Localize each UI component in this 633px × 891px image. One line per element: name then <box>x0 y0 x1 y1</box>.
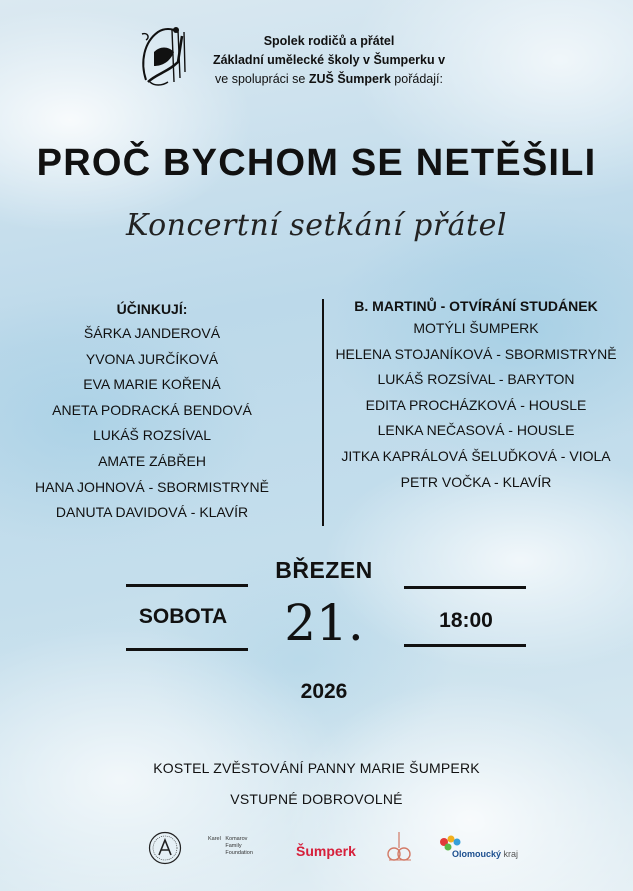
performer-item: HELENA STOJANÍKOVÁ - SBORMISTRYNĚ <box>335 345 617 362</box>
event-entry-fee: VSTUPNÉ DOBROVOLNÉ <box>230 791 403 807</box>
performer-item: LUKÁŠ ROZSÍVAL - BARYTON <box>377 371 575 388</box>
performers-heading: ÚČINKUJÍ: <box>116 301 188 317</box>
date-rule-top-left <box>126 584 248 587</box>
organizer-line-1: Spolek rodičů a přátel <box>263 34 395 48</box>
performer-item: EDITA PROCHÁZKOVÁ - HOUSLE <box>365 396 587 413</box>
event-year: 2026 <box>300 680 348 703</box>
performer-item: HANA JOHNOVÁ - SBORMISTRYNĚ <box>35 478 269 495</box>
seal-logo-icon <box>148 831 182 865</box>
date-rule-top-right <box>404 586 526 589</box>
organizer-line-3 <box>196 70 462 89</box>
concert-subtitle: Koncertní setkání přátel <box>126 208 507 243</box>
date-rule-bottom-right <box>404 644 526 647</box>
komarov-word: Foundation <box>225 850 253 856</box>
event-time: 18:00 <box>439 609 493 632</box>
performers-left-column <box>28 301 276 526</box>
concert-title: PROČ BYCHOM SE NETĚŠILI <box>36 142 597 184</box>
sumperk-logo: Šumperk <box>296 843 356 859</box>
performer-item: MOTÝLI ŠUMPERK <box>413 320 539 336</box>
kraj-word: kraj <box>503 849 519 859</box>
date-rule-bottom-left <box>126 648 248 651</box>
zus-logo-icon <box>385 830 415 864</box>
martinu-heading: B. MARTINŮ - OTVÍRÁNÍ STUDÁNEK <box>354 298 598 314</box>
performer-item: ŠÁRKA JANDEROVÁ <box>83 325 221 341</box>
performer-item: EVA MARIE KOŘENÁ <box>83 376 221 393</box>
performer-item: JITKA KAPRÁLOVÁ ŠELUĎKOVÁ - VIOLA <box>341 447 611 464</box>
column-divider <box>322 299 324 526</box>
music-school-logo-icon <box>134 22 192 90</box>
performers-right-column <box>330 298 622 495</box>
organizer-text <box>196 32 462 89</box>
event-month: BŘEZEN <box>275 557 373 583</box>
olomoucky-word: Olomoucký <box>452 849 502 859</box>
performer-item: AMATE ZÁBŘEH <box>98 452 206 469</box>
komarov-name-block <box>225 836 253 857</box>
komarov-foundation-logo <box>208 836 253 857</box>
performer-item: DANUTA DAVIDOVÁ - KLAVÍR <box>55 504 249 521</box>
organizer-zus-name: ZUŠ Šumperk <box>308 72 391 86</box>
organizer-line-3-pre: ve spolupráci se <box>215 72 309 86</box>
organizer-line-2: Základní umělecké školy v Šumperku v <box>212 53 446 67</box>
komarov-word: Family <box>225 843 242 849</box>
performer-item: LENKA NEČASOVÁ - HOUSLE <box>377 422 575 439</box>
performer-item: LUKÁŠ ROZSÍVAL <box>92 427 211 444</box>
event-venue: KOSTEL ZVĚSTOVÁNÍ PANNY MARIE ŠUMPERK <box>153 760 480 776</box>
komarov-word: Komarov <box>225 836 248 842</box>
event-day-name: SOBOTA <box>138 605 228 628</box>
performer-item: YVONA JURČÍKOVÁ <box>85 350 219 367</box>
event-day-number: 21. <box>284 594 364 652</box>
organizer-line-3-post: pořádají: <box>390 72 443 86</box>
komarov-word: Karel <box>208 836 221 842</box>
performer-item: PETR VOČKA - KLAVÍR <box>400 473 552 490</box>
performer-item: ANETA PODRACKÁ BENDOVÁ <box>52 401 252 418</box>
olomoucky-kraj-logo-text <box>452 849 518 859</box>
